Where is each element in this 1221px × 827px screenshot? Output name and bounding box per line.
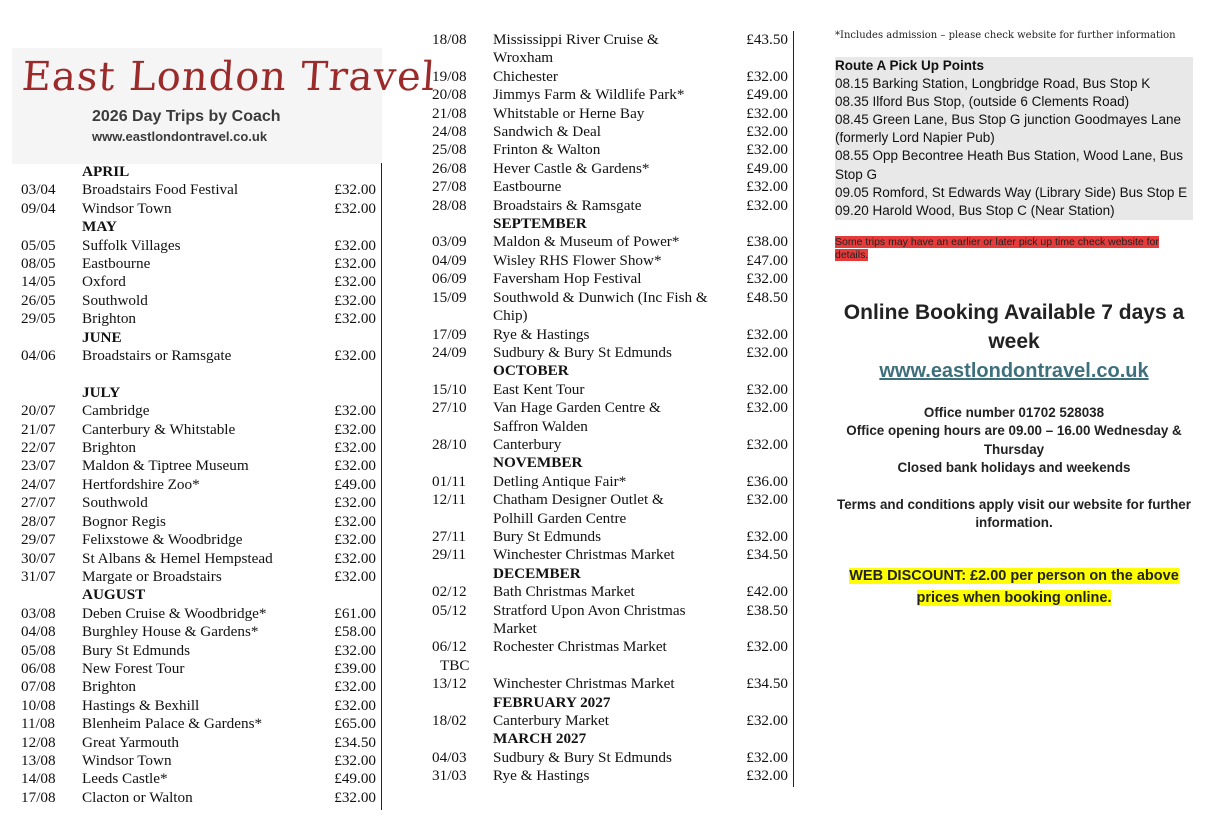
office-number: Office number 01702 528038 — [923, 404, 1105, 420]
trip-row — [21, 568, 382, 586]
trip-price: £36.00 — [746, 472, 788, 490]
trip-row — [21, 697, 382, 715]
trip-date: 03/09 — [432, 233, 467, 251]
trip-date: 26/05 — [21, 291, 56, 309]
trip-row — [432, 546, 794, 564]
trip-row — [432, 86, 794, 104]
trip-row — [21, 237, 382, 255]
website-link[interactable]: www.eastlondontravel.co.uk — [879, 359, 1149, 382]
trip-destination: Southwold — [82, 291, 148, 309]
trip-price: £32.00 — [334, 678, 376, 696]
trip-date: 28/10 — [432, 435, 467, 453]
trip-price: £32.00 — [746, 380, 788, 398]
trip-date: 20/07 — [21, 402, 56, 420]
trip-date: 19/08 — [432, 67, 467, 85]
trip-row — [21, 642, 382, 660]
trip-destination: Bury St Edmunds — [493, 527, 602, 545]
trip-date — [432, 510, 493, 528]
trip-date: 23/07 — [21, 457, 56, 475]
trip-price: £49.00 — [334, 770, 376, 788]
trip-price: £32.00 — [746, 104, 788, 122]
trip-row — [21, 402, 382, 420]
trip-date: 31/07 — [21, 567, 56, 585]
trip-row — [21, 347, 382, 365]
trip-price: £32.00 — [334, 512, 376, 530]
month-heading: AUGUST — [82, 586, 146, 604]
trip-destination: Burghley House & Gardens* — [82, 623, 259, 641]
trip-date: 02/12 — [432, 583, 467, 601]
trip-date: 13/08 — [21, 751, 56, 769]
column-divider — [793, 31, 794, 787]
trip-date: 09/04 — [21, 199, 56, 217]
trip-row — [432, 473, 794, 491]
trip-date: 29/11 — [432, 546, 467, 564]
trip-price: £32.00 — [334, 181, 376, 199]
trip-destination: Winchester Christmas Market — [493, 675, 675, 693]
trip-row — [21, 292, 382, 310]
trip-row — [432, 767, 794, 785]
trip-row — [432, 602, 794, 620]
trip-price: £48.50 — [746, 288, 788, 306]
brochure-subtitle: 2026 Day Trips by Coach — [92, 108, 281, 125]
trip-row — [432, 657, 794, 675]
trip-date: 29/05 — [21, 310, 56, 328]
trip-price: £32.00 — [746, 527, 788, 545]
trip-destination: Oxford — [82, 273, 126, 291]
route-point: 08.15 Barking Station, Longbridge Road, Bus Stop K — [835, 76, 1151, 92]
trip-row — [432, 620, 794, 638]
trip-price: £32.00 — [746, 712, 788, 730]
trip-date: 12/08 — [21, 733, 56, 751]
trip-price: £32.00 — [746, 196, 788, 214]
trip-price: £58.00 — [334, 623, 376, 641]
trip-destination: Brighton — [82, 439, 137, 457]
trip-row — [432, 289, 794, 307]
trip-price: £39.00 — [334, 659, 376, 677]
trip-row — [21, 770, 382, 788]
trip-date: 04/08 — [21, 623, 56, 641]
trip-destination: Chichester — [493, 67, 558, 85]
trip-price: £32.00 — [746, 67, 788, 85]
trip-destination: Sandwich & Deal — [493, 123, 601, 141]
trip-row — [21, 660, 382, 678]
trip-price: £32.00 — [746, 270, 788, 288]
trip-date: 06/09 — [432, 270, 467, 288]
trip-date: 28/08 — [432, 196, 467, 214]
trip-destination: Windsor Town — [82, 199, 172, 217]
trip-destination: Bury St Edmunds — [82, 641, 191, 659]
trip-destination: Faversham Hop Festival — [493, 270, 642, 288]
trip-destination: Wisley RHS Flower Show* — [493, 251, 662, 269]
trip-row — [432, 105, 794, 123]
trip-price: £34.50 — [334, 733, 376, 751]
trip-date: 05/05 — [21, 236, 56, 254]
trip-row — [432, 252, 794, 270]
month-heading: FEBRUARY 2027 — [493, 693, 611, 711]
trip-row — [432, 326, 794, 344]
trip-row — [21, 200, 382, 218]
trip-destination: Brighton — [82, 310, 137, 328]
trip-price: £32.00 — [334, 494, 376, 512]
trip-price: £32.00 — [746, 638, 788, 656]
company-logo: East London Travel — [20, 54, 438, 100]
trip-destination: Hever Castle & Gardens* — [493, 159, 650, 177]
trip-destination: Bognor Regis — [82, 512, 166, 530]
trip-date — [432, 49, 493, 67]
trip-destination: Blenheim Palace & Gardens* — [82, 715, 263, 733]
pickup-time-warning: Some trips may have an earlier or later pick up time check website for details. — [835, 235, 1159, 261]
trip-date: 18/08 — [432, 31, 467, 48]
month-heading: SEPTEMBER — [493, 215, 587, 233]
trip-row — [21, 789, 382, 807]
trip-price — [736, 418, 794, 436]
trip-date: 27/10 — [432, 399, 467, 417]
office-hours: Office opening hours are 09.00 – 16.00 Wednesday & Thursday — [846, 423, 1182, 457]
route-point: 09.20 Harold Wood, Bus Stop C (Near Station) — [835, 202, 1115, 218]
trip-row — [21, 476, 382, 494]
trip-date: 15/09 — [432, 288, 467, 306]
trip-price: £32.00 — [746, 343, 788, 361]
trip-row — [432, 160, 794, 178]
trip-destination: Suffolk Villages — [82, 236, 181, 254]
trip-row — [432, 123, 794, 141]
trip-destination: Southwold — [82, 494, 148, 512]
terms-notice: Terms and conditions apply visit our website for further information. — [837, 496, 1191, 531]
trip-price: £49.00 — [746, 159, 788, 177]
trip-price: £32.00 — [334, 347, 376, 365]
trip-destination: Wroxham — [493, 49, 554, 67]
trip-destination: New Forest Tour — [82, 659, 185, 677]
trip-row — [432, 31, 794, 49]
trip-date: 11/08 — [21, 715, 56, 733]
trip-destination: Canterbury Market — [493, 712, 609, 730]
trip-destination: Winchester Christmas Market — [493, 546, 675, 564]
trip-row — [432, 381, 794, 399]
route-point: 08.35 Ilford Bus Stop, (outside 6 Clements Road) — [835, 94, 1130, 110]
trip-row — [21, 421, 382, 439]
trip-date: 07/08 — [21, 678, 56, 696]
trip-date: 24/09 — [432, 343, 467, 361]
trip-destination: Chatham Designer Outlet & — [493, 491, 664, 509]
trip-row — [21, 752, 382, 770]
trip-price: £32.00 — [334, 420, 376, 438]
trip-row — [432, 675, 794, 693]
trip-date: 22/07 — [21, 439, 56, 457]
trip-date: 14/05 — [21, 273, 56, 291]
trip-destination: Jimmys Farm & Wildlife Park* — [493, 86, 685, 104]
trip-destination: Margate or Broadstairs — [82, 567, 222, 585]
trip-date: 14/08 — [21, 770, 56, 788]
trip-row — [21, 255, 382, 273]
trip-row — [21, 494, 382, 512]
trip-date: 05/08 — [21, 641, 56, 659]
trip-date: 21/08 — [432, 104, 467, 122]
month-heading: MAY — [82, 218, 117, 236]
header-block — [12, 48, 438, 164]
trip-price: £32.00 — [746, 123, 788, 141]
trip-destination: Rochester Christmas Market — [493, 638, 667, 656]
header-website-link[interactable]: www.eastlondontravel.co.uk — [92, 129, 268, 144]
trip-destination: Sudbury & Bury St Edmunds — [493, 748, 672, 766]
trip-row — [432, 583, 794, 601]
trip-row — [21, 550, 382, 568]
trip-row — [432, 528, 794, 546]
trip-destination: Mississippi River Cruise & — [493, 31, 659, 48]
trip-price: £32.00 — [334, 696, 376, 714]
trip-price: £32.00 — [334, 457, 376, 475]
trip-destination: Brighton — [82, 678, 137, 696]
trip-row — [432, 307, 794, 325]
trip-destination: Stratford Upon Avon Christmas — [493, 601, 686, 619]
trip-destination: Van Hage Garden Centre & — [493, 399, 661, 417]
trip-row — [21, 513, 382, 531]
trip-price: £32.00 — [334, 549, 376, 567]
month-heading: JUNE — [82, 328, 122, 346]
trip-price: £32.00 — [334, 236, 376, 254]
trip-row — [432, 233, 794, 251]
trip-date: 27/11 — [432, 527, 467, 545]
month-heading: NOVEMBER — [493, 454, 583, 472]
trip-price: £32.00 — [334, 199, 376, 217]
trip-date: 27/08 — [432, 178, 467, 196]
trip-date: 15/10 — [432, 380, 467, 398]
trip-date: 17/09 — [432, 325, 467, 343]
route-pickup-block — [835, 57, 1193, 220]
trip-date: 06/08 — [21, 659, 56, 677]
trip-row — [432, 712, 794, 730]
trip-destination: Maldon & Museum of Power* — [493, 233, 680, 251]
trip-row — [21, 273, 382, 291]
trip-date: 04/03 — [432, 748, 467, 766]
trip-destination: Maldon & Tiptree Museum — [82, 457, 249, 475]
trip-destination: Detling Antique Fair* — [493, 472, 627, 490]
trip-price: £32.00 — [334, 567, 376, 585]
trip-price: £32.00 — [334, 641, 376, 659]
trip-price: £32.00 — [746, 399, 788, 417]
trip-price: £32.00 — [334, 291, 376, 309]
trip-row — [432, 68, 794, 86]
trip-price — [736, 657, 794, 675]
trip-price: £32.00 — [334, 255, 376, 273]
trip-row — [21, 181, 382, 199]
trip-destination: Rye & Hastings — [493, 767, 590, 785]
trip-date: 06/12 — [432, 638, 467, 656]
trip-price — [736, 620, 794, 638]
trip-price: £32.00 — [746, 178, 788, 196]
trip-price: £38.50 — [746, 601, 788, 619]
trip-price: £47.00 — [746, 251, 788, 269]
trip-destination: Whitstable or Herne Bay — [493, 104, 645, 122]
trip-destination: Frinton & Walton — [493, 141, 601, 159]
trip-row — [432, 178, 794, 196]
trip-date: 30/07 — [21, 549, 56, 567]
online-booking-heading: Online Booking Available 7 days a week — [843, 300, 1185, 353]
trip-date: 17/08 — [21, 788, 56, 806]
trip-destination: Broadstairs or Ramsgate — [82, 347, 232, 365]
trip-date: 26/08 — [432, 159, 467, 177]
trip-destination: St Albans & Hemel Hempstead — [82, 549, 273, 567]
trip-destination: Eastbourne — [82, 255, 151, 273]
schedule-column-middle — [432, 31, 794, 787]
route-title: Route A Pick Up Points — [835, 58, 985, 73]
month-heading: JULY — [82, 383, 121, 401]
trip-date: 10/08 — [21, 696, 56, 714]
spacer — [21, 365, 382, 383]
closed-notice: Closed bank holidays and weekends — [897, 460, 1131, 476]
trip-date: 03/08 — [21, 604, 56, 622]
trip-date: 24/08 — [432, 123, 467, 141]
trip-destination: Canterbury & Whitstable — [82, 420, 236, 438]
trip-destination: Clacton or Walton — [82, 788, 193, 806]
trip-row — [21, 310, 382, 328]
trip-destination: Deben Cruise & Woodbridge* — [82, 604, 267, 622]
trip-destination: Hertfordshire Zoo* — [82, 475, 200, 493]
trip-destination: Great Yarmouth — [82, 733, 180, 751]
trip-price — [736, 510, 794, 528]
month-heading: OCTOBER — [493, 362, 569, 380]
trip-price: £42.00 — [746, 583, 788, 601]
trip-destination: Hastings & Bexhill — [82, 696, 200, 714]
trip-date: 25/08 — [432, 141, 467, 159]
trip-date — [432, 620, 493, 638]
trip-price: £32.00 — [334, 402, 376, 420]
trip-date: 29/07 — [21, 531, 56, 549]
trip-date: TBC — [440, 656, 470, 674]
trip-date: 04/06 — [21, 347, 56, 365]
trip-row — [21, 531, 382, 549]
trip-price: £49.00 — [334, 475, 376, 493]
trip-price: £32.00 — [334, 751, 376, 769]
month-heading: DECEMBER — [493, 564, 581, 582]
trip-destination: Bath Christmas Market — [493, 583, 635, 601]
trip-price — [736, 307, 794, 325]
trip-date: 24/07 — [21, 475, 56, 493]
trip-price — [736, 49, 794, 67]
trip-price: £34.50 — [746, 546, 788, 564]
web-discount-notice: WEB DISCOUNT: £2.00 per person on the above prices when booking online. — [849, 567, 1179, 606]
trip-price: £49.00 — [746, 86, 788, 104]
trip-destination: Chip) — [493, 307, 528, 325]
trip-destination: Sudbury & Bury St Edmunds — [493, 343, 672, 361]
trip-row — [432, 510, 794, 528]
trip-row — [21, 734, 382, 752]
trip-destination: East Kent Tour — [493, 380, 585, 398]
trip-row — [432, 344, 794, 362]
trip-destination: Rye & Hastings — [493, 325, 590, 343]
trip-price: £32.00 — [746, 435, 788, 453]
trip-row — [432, 749, 794, 767]
route-point: 09.05 Romford, St Edwards Way (Library Side) Bus Stop E — [835, 184, 1188, 200]
trip-date: 12/11 — [432, 491, 467, 509]
trip-price: £32.00 — [746, 767, 788, 785]
trip-price: £32.00 — [334, 310, 376, 328]
trip-destination — [501, 657, 736, 675]
route-point: 08.55 Opp Becontree Heath Bus Station, Wood Lane, Bus Stop G — [835, 148, 1183, 182]
trip-price: £65.00 — [334, 715, 376, 733]
trip-price: £32.00 — [334, 273, 376, 291]
trip-price: £32.00 — [746, 491, 788, 509]
trip-date: 04/09 — [432, 251, 467, 269]
trip-destination: Polhill Garden Centre — [493, 509, 627, 527]
trip-price: £32.00 — [334, 531, 376, 549]
trip-date: 31/03 — [432, 767, 467, 785]
admission-note: *Includes admission – please check website for further information — [835, 30, 1176, 41]
trip-row — [432, 399, 794, 417]
trip-price: £32.00 — [746, 325, 788, 343]
trip-price: £32.00 — [334, 439, 376, 457]
info-column — [835, 31, 1193, 609]
trip-row — [432, 436, 794, 454]
trip-row — [21, 623, 382, 641]
trip-price: £38.00 — [746, 233, 788, 251]
trip-destination: Eastbourne — [493, 178, 562, 196]
trip-row — [432, 491, 794, 509]
trip-destination: Felixstowe & Woodbridge — [82, 531, 243, 549]
trip-row — [432, 418, 794, 436]
trip-destination: Broadstairs & Ramsgate — [493, 196, 642, 214]
trip-destination: Windsor Town — [82, 751, 172, 769]
trip-row — [432, 270, 794, 288]
month-heading: MARCH 2027 — [493, 730, 587, 748]
trip-destination: Broadstairs Food Festival — [82, 181, 239, 199]
trip-date: 28/07 — [21, 512, 56, 530]
trip-date — [432, 307, 493, 325]
trip-date: 20/08 — [432, 86, 467, 104]
trip-date: 27/07 — [21, 494, 56, 512]
trip-row — [21, 678, 382, 696]
trip-destination: Southwold & Dunwich (Inc Fish & — [493, 288, 708, 306]
trip-price: £32.00 — [334, 788, 376, 806]
trip-date: 05/12 — [432, 601, 467, 619]
trip-row — [432, 638, 794, 656]
trip-destination: Leeds Castle* — [82, 770, 168, 788]
route-point: 08.45 Green Lane, Bus Stop G junction Goodmayes Lane (formerly Lord Napier Pub) — [835, 112, 1181, 146]
column-divider — [381, 163, 382, 810]
trip-price: £34.50 — [746, 675, 788, 693]
trip-price: £32.00 — [746, 141, 788, 159]
trip-row — [21, 715, 382, 733]
trip-destination: Saffron Walden — [493, 417, 588, 435]
trip-row — [21, 457, 382, 475]
trip-row — [432, 197, 794, 215]
trip-row — [21, 439, 382, 457]
trip-destination: Canterbury — [493, 435, 562, 453]
trip-date: 01/11 — [432, 472, 467, 490]
trip-row — [432, 141, 794, 159]
trip-price: £61.00 — [334, 604, 376, 622]
trip-date: 13/12 — [432, 675, 467, 693]
trip-date: 21/07 — [21, 420, 56, 438]
month-heading: APRIL — [82, 163, 130, 180]
trip-date — [432, 418, 493, 436]
trip-price: £32.00 — [746, 748, 788, 766]
trip-destination: Market — [493, 620, 537, 637]
schedule-column-left — [21, 163, 382, 810]
trip-date: 03/04 — [21, 181, 56, 199]
trip-destination: Cambridge — [82, 402, 150, 420]
trip-date: 18/02 — [432, 712, 467, 730]
trip-date: 08/05 — [21, 255, 56, 273]
trip-price: £43.50 — [746, 31, 788, 48]
trip-row — [21, 605, 382, 623]
trip-row — [432, 49, 794, 67]
